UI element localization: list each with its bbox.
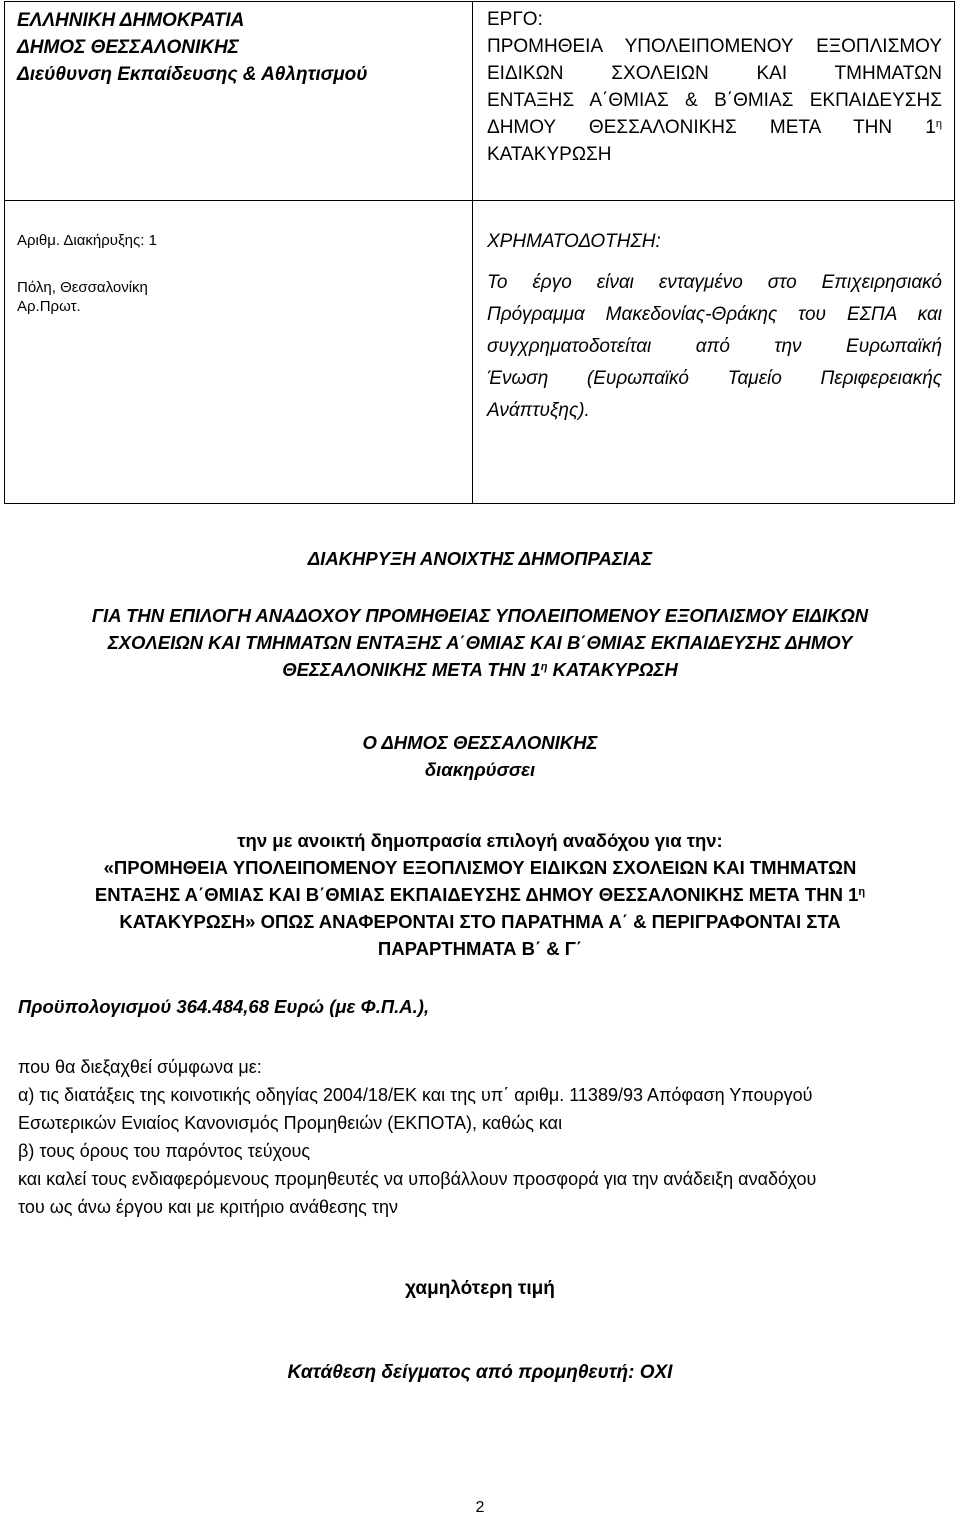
body-line: β) τους όρους του παρόντος τεύχους: [18, 1141, 311, 1161]
purpose-line: ΚΑΤΑΚΥΡΩΣΗ» ΟΠΩΣ ΑΝΑΦΕΡΟΝΤΑΙ ΣΤΟ ΠΑΡΑΤΗΜΑ Α΄ & ΠΕΡΙΓΡΑΦΟΝΤΑΙ ΣΤΑ: [119, 911, 841, 932]
tender-info-cell: [5, 201, 473, 504]
protocol-number: Αρ.Πρωτ.: [17, 298, 81, 315]
funding-line: Πρόγραμμα Μακεδονίας-Θράκης του ΕΣΠΑ και: [487, 304, 942, 325]
funding-text: [473, 253, 954, 427]
project-line: ΔΗΜΟΥ ΘΕΣΣΑΛΟΝΙΚΗΣ ΜΕΤΑ ΤΗΝ 1: [487, 117, 936, 138]
declares: διακηρύσσει: [424, 759, 536, 780]
sample-requirement: Κατάθεση δείγματος από προμηθευτή: ΟΧΙ: [287, 1362, 673, 1383]
project-line: ΕΝΤΑΞΗΣ Α΄ΘΜΙΑΣ & Β΄ΘΜΙΑΣ ΕΚΠΑΙΔΕΥΣΗΣ: [487, 90, 942, 111]
funding-cell: [473, 201, 955, 504]
project-cell: [473, 2, 955, 201]
funding-line: Ανάπτυξης).: [487, 400, 590, 421]
page-number: 2: [475, 1499, 485, 1516]
project-line: ΠΡΟΜΗΘΕΙΑ ΥΠΟΛΕΙΠΟΜΕΝΟΥ ΕΞΟΠΛΙΣΜΟΥ: [487, 36, 942, 57]
funding-line: συγχρηματοδοτείται από την Ευρωπαϊκή: [487, 336, 942, 357]
authority-department: Διεύθυνση Εκπαίδευσης & Αθλητισμού: [17, 64, 368, 85]
authority-country: ΕΛΛΗΝΙΚΗ ΔΗΜΟΚΡΑΤΙΑ: [17, 10, 245, 31]
authority-cell: [5, 2, 473, 201]
municipality: Ο ΔΗΜΟΣ ΘΕΣΣΑΛΟΝΙΚΗΣ: [362, 732, 598, 753]
body-text: [18, 1053, 948, 1221]
body-line: του ως άνω έργου και με κριτήριο ανάθεσης την: [18, 1197, 398, 1217]
body-line: Εσωτερικών Ενιαίος Κανονισμός Προμηθειών (ΕΚΠΟΤΑ), καθώς και: [18, 1113, 563, 1133]
subtitle-line: ΘΕΣΣΑΛΟΝΙΚΗΣ ΜΕΤΑ ΤΗΝ 1: [282, 659, 541, 680]
project-line-with-sup: [487, 114, 942, 141]
purpose-line: «ΠΡΟΜΗΘΕΙΑ ΥΠΟΛΕΙΠΟΜΕΝΟΥ ΕΞΟΠΛΙΣΜΟΥ ΕΙΔΙΚΩΝ ΣΧΟΛΕΙΩΝ ΚΑΙ ΤΜΗΜΑΤΩΝ: [103, 857, 857, 878]
funding-title: ΧΡΗΜΑΤΟΔΟΤΗΣΗ:: [487, 231, 661, 252]
header-table: [4, 1, 955, 504]
purpose-block: [0, 854, 960, 962]
body-line: που θα διεξαχθεί σύμφωνα με:: [18, 1057, 262, 1077]
announcement-subtitle: [0, 602, 960, 683]
body-line: α) τις διατάξεις της κοινοτικής οδηγίας 2004/18/ΕΚ και της υπ΄ αριθμ. 11389/93 Απόφαση Υπουργού: [18, 1085, 813, 1105]
announcement-title: ΔΙΑΚΗΡΥΞΗ ΑΝΟΙΧΤΗΣ ΔΗΜΟΠΡΑΣΙΑΣ: [307, 548, 653, 569]
subtitle-line: ΓΙΑ ΤΗΝ ΕΠΙΛΟΓΗ ΑΝΑΔΟΧΟΥ ΠΡΟΜΗΘΕΙΑΣ ΥΠΟΛΕΙΠΟΜΕΝΟΥ ΕΞΟΠΛΙΣΜΟΥ ΕΙΔΙΚΩΝ: [91, 605, 869, 626]
award-criterion: χαμηλότερη τιμή: [405, 1278, 555, 1299]
city: Πόλη, Θεσσαλονίκη: [17, 279, 148, 296]
superscript: η: [858, 886, 866, 898]
budget: Προϋπολογισμού 364.484,68 Ευρώ (με Φ.Π.Α.),: [18, 996, 430, 1017]
subtitle-line: ΚΑΤΑΚΥΡΩΣΗ: [552, 659, 678, 680]
purpose-line: ΕΝΤΑΞΗΣ Α΄ΘΜΙΑΣ ΚΑΙ Β΄ΘΜΙΑΣ ΕΚΠΑΙΔΕΥΣΗΣ ΔΗΜΟΥ ΘΕΣΣΑΛΟΝΙΚΗΣ ΜΕΤΑ ΤΗΝ 1: [94, 884, 859, 905]
project-line: ΚΑΤΑΚΥΡΩΣΗ: [487, 144, 612, 165]
subtitle-line: ΣΧΟΛΕΙΩΝ ΚΑΙ ΤΜΗΜΑΤΩΝ ΕΝΤΑΞΗΣ Α΄ΘΜΙΑΣ ΚΑΙ Β΄ΘΜΙΑΣ ΕΚΠΑΙΔΕΥΣΗΣ ΔΗΜΟΥ: [107, 632, 853, 653]
subtitle-line-with-sup: [0, 656, 960, 683]
project-line: ΕΙΔΙΚΩΝ ΣΧΟΛΕΙΩΝ ΚΑΙ ΤΜΗΜΑΤΩΝ: [487, 63, 942, 84]
body-line: και καλεί τους ενδιαφερόμενους προμηθευτές να υποβάλλουν προσφορά για την ανάδειξη αναδόχου: [18, 1169, 817, 1189]
funding-line: Το έργο είναι ενταγμένο στο Επιχειρησιακό: [487, 272, 942, 293]
funding-line: Ένωση (Ευρωπαϊκό Ταμείο Περιφερειακής: [487, 368, 942, 389]
superscript: η: [935, 118, 942, 130]
purpose-intro: την με ανοικτή δημοπρασία επιλογή αναδόχου για την:: [237, 830, 723, 851]
superscript: η: [540, 661, 548, 673]
project-label: ΕΡΓΟ:: [487, 9, 543, 30]
tender-number: Αριθμ. Διακήρυξης: 1: [17, 232, 157, 249]
purpose-line-with-sup: [0, 881, 960, 908]
purpose-line: ΠΑΡΑΡΤΗΜΑΤΑ Β΄ & Γ΄: [377, 938, 583, 959]
authority-municipality: ΔΗΜΟΣ ΘΕΣΣΑΛΟΝΙΚΗΣ: [17, 37, 239, 58]
